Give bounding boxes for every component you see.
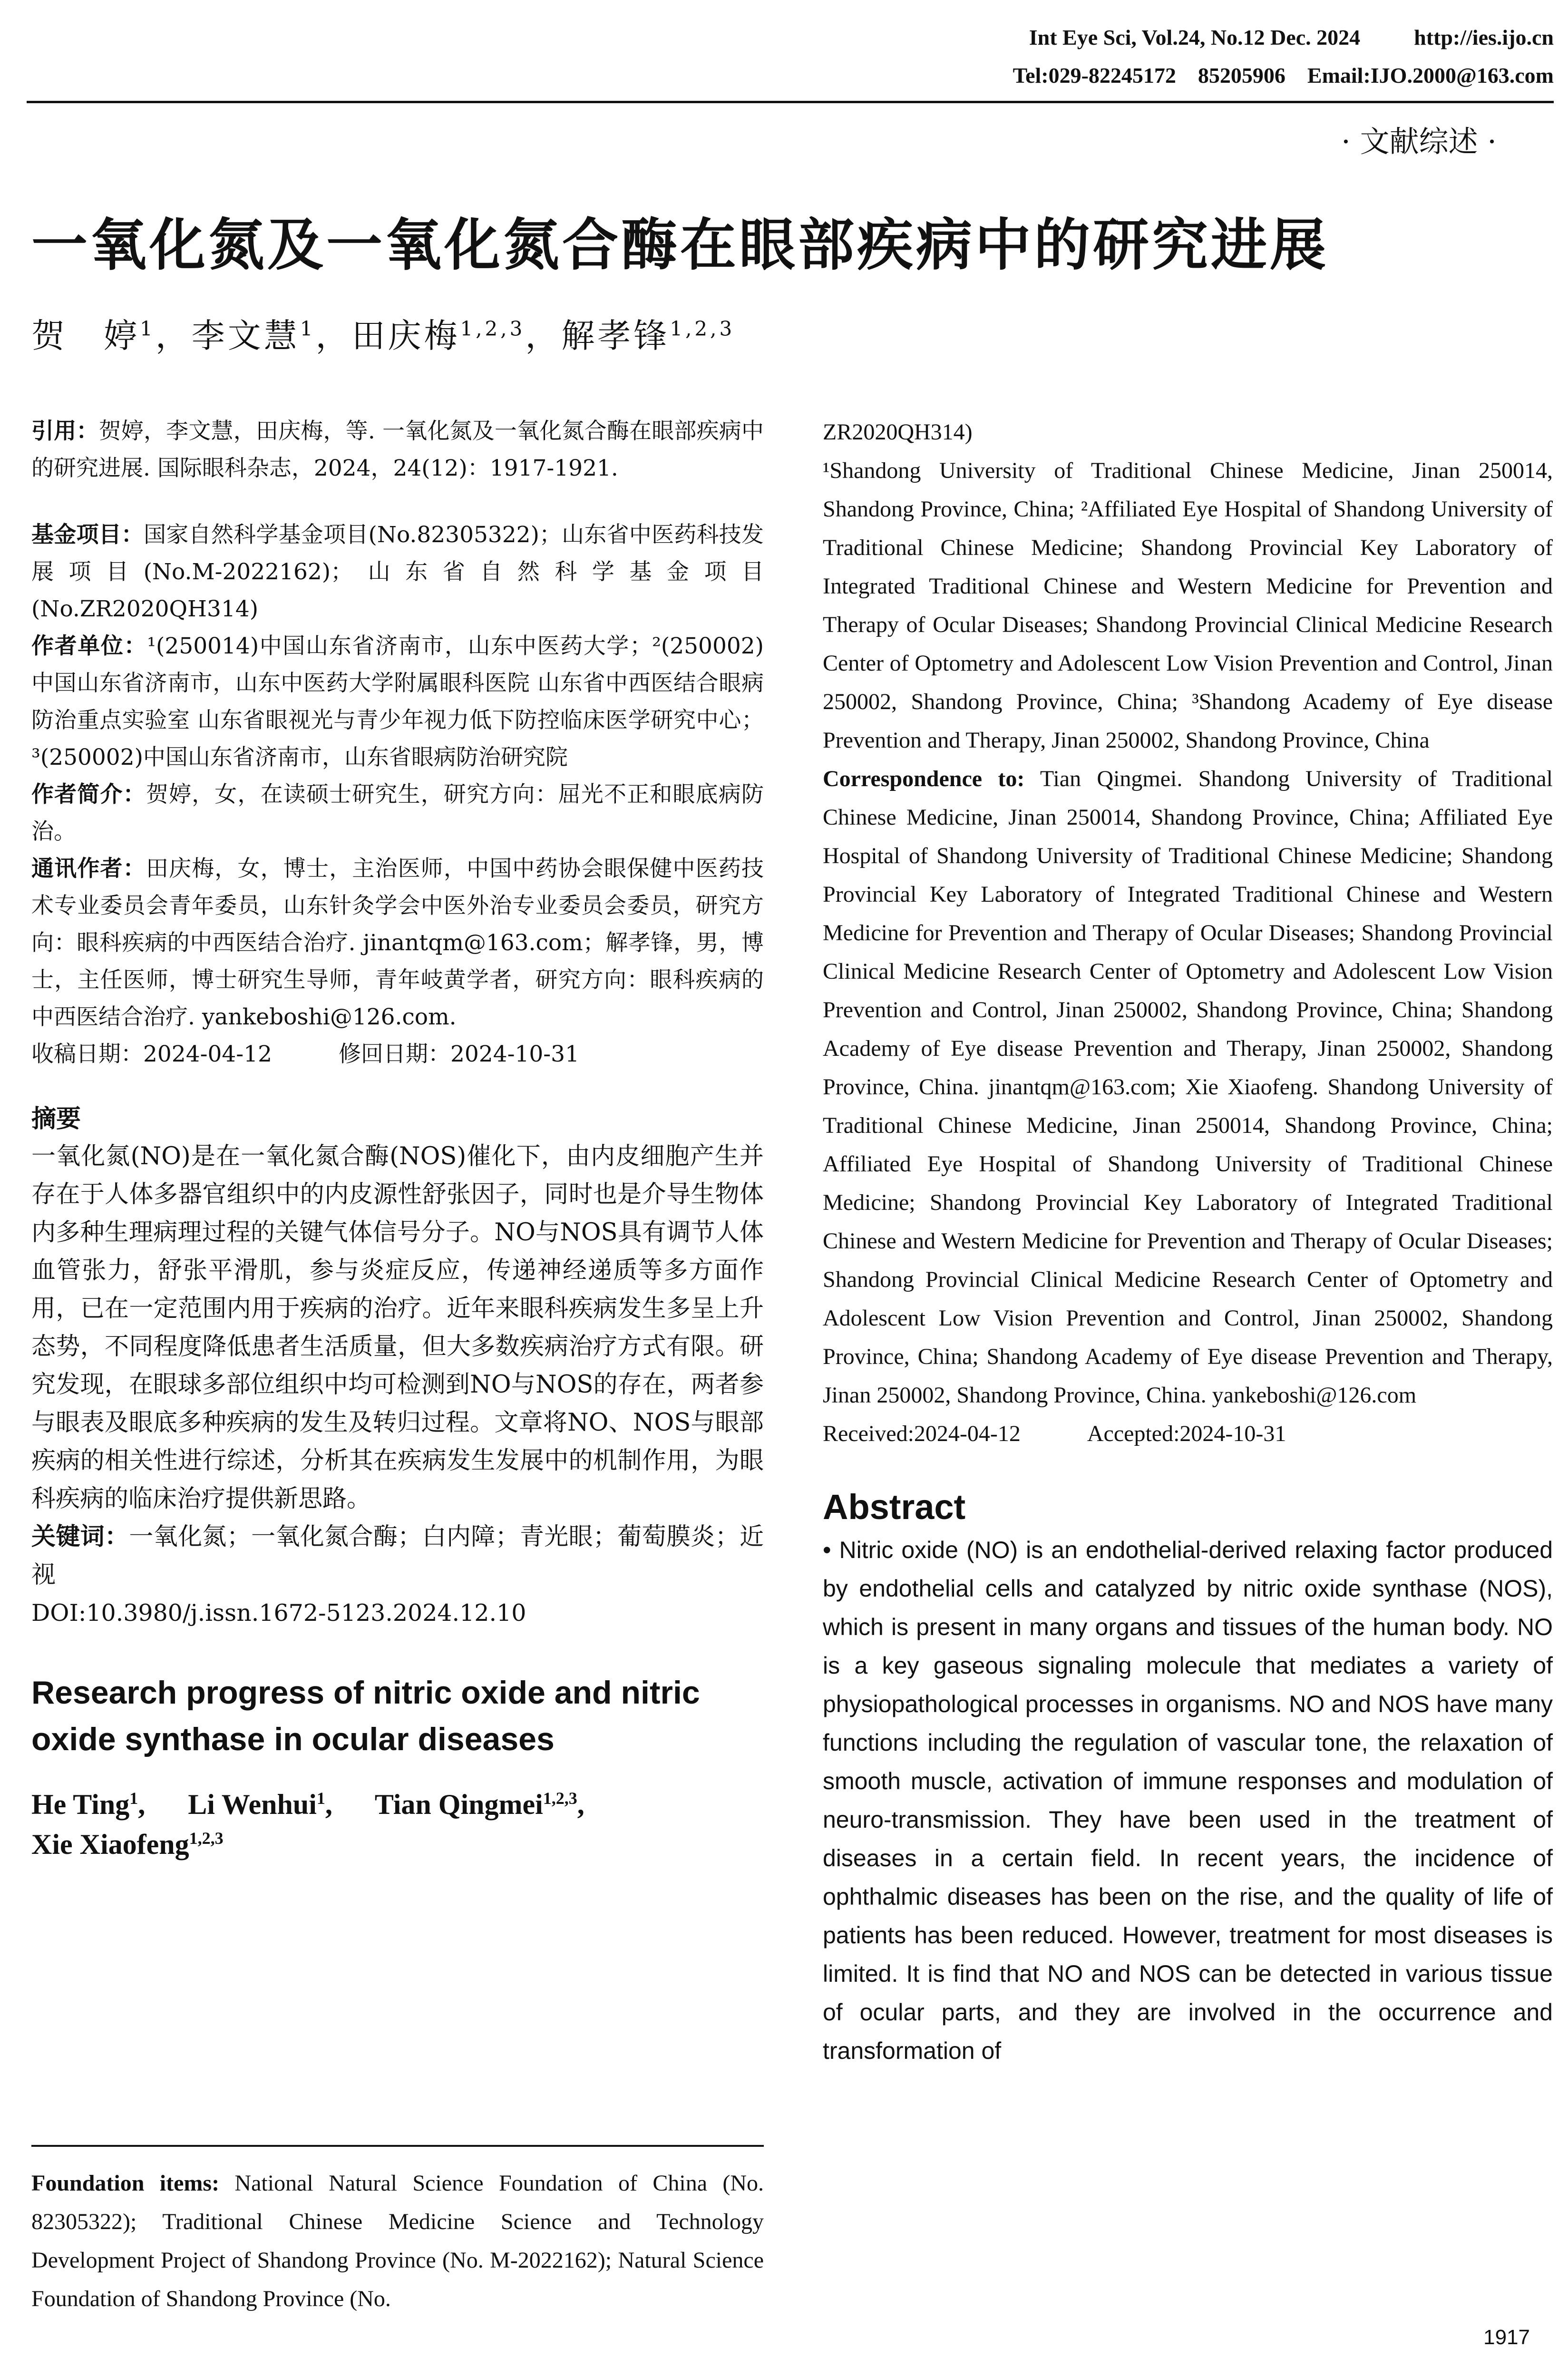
journal-url[interactable]: http://ies.ijo.cn (1414, 25, 1554, 49)
foundation-items (31, 2164, 764, 2318)
left-column-rule (31, 2145, 764, 2147)
foundation-continued: ZR2020QH314) (823, 419, 973, 445)
author-bio (31, 776, 764, 850)
abstract-en: • Nitric oxide (NO) is an endothelial-derived relaxing factor produced by endothelial cells and catalyzed by nitric oxide synthase (NOS), which is present in many organs and tissues of the human body. NO is a key gaseous signaling molecule that mediates a variety of physiopathological processes in organisms. NO and NOS have many functions including the regulation of vascular tone, the relaxation of smooth muscle, activation of immune responses and modulation of neuro-transmission. They have been used in the treatment of diseases in a certain field. In recent years, the incidence of ophthalmic diseases has been on the rise, and the quality of life of patients has been reduced. However, treatment for most diseases is limited. It is find that NO and NOS can be detected in various tissue of ocular parts, and they are involved in the occurrence and transformation of (823, 1537, 1553, 2064)
abstract-cn: 一氧化氮(NO)是在一氧化氮合酶(NOS)催化下，由内皮细胞产生并存在于人体多器官组织中的内皮源性舒张因子，同时也是介导生物体内多种生理病理过程的关键气体信号分子。NO与NOS具有调节人体血管张力，舒张平滑肌，参与炎症反应，传递神经递质等多方面作用，已在一定范围内用于疾病的治疗。近年来眼科疾病发生多呈上升态势，不同程度降低患者生活质量，但大多数疾病治疗方式有限。研究发现，在眼球多部位组织中均可检测到NO与NOS的存在，两者参与眼表及眼底多种疾病的发生及转归过程。文章将NO、NOS与眼部疾病的相关性进行综述，分析其在疾病发生发展中的机制作用，为眼科疾病的临床治疗提供新思路。 (31, 1142, 764, 1513)
author-cn-4-sup: 1,2,3 (670, 317, 735, 341)
authors-en: He Ting$^1$, Li Wenhui$^1$, Tian Qingmei$^{1,2,3}$, Xie Xiaofeng$^{1,2,3}$ (31, 1789, 584, 1860)
citation-text: 贺婷，李文慧，田庆梅，等. 一氧化氮及一氧化氮合酶在眼部疾病中的研究进展. 国际眼科杂志，2024，24(12)：1917-1921. (31, 418, 764, 481)
received-en: Received:2024-04-12 (823, 1421, 1021, 1446)
bio-text: 贺婷，女，在读硕士研究生，研究方向：屈光不正和眼底病防治。 (31, 781, 764, 845)
corresponding-author (31, 850, 764, 1036)
author-cn-2: ，李文慧 (155, 316, 300, 355)
page-number: 1917 (1483, 2326, 1530, 2349)
dates-en (823, 1414, 1553, 1453)
dates-cn (31, 1036, 764, 1073)
author-cn-4: ，解孝锋 (525, 316, 670, 355)
doi[interactable]: DOI:10.3980/j.issn.1672-5123.2024.12.10 (31, 1599, 526, 1627)
author-en-3-sup: 1,2,3 (543, 1789, 577, 1808)
bio-label: 作者简介： (31, 781, 146, 808)
header-rule (27, 101, 1554, 103)
author-cn-1: 贺 婷 (31, 316, 140, 355)
author-en-2-sup: 1 (316, 1789, 325, 1808)
foundation-block (31, 2164, 764, 2318)
authors-cn (31, 309, 735, 357)
author-en-1-sup: 1 (129, 1789, 138, 1808)
journal-citation: Int Eye Sci, Vol.24, No.12 Dec. 2024 (1029, 25, 1361, 49)
author-en-1: He Ting (31, 1789, 130, 1820)
foundation-text: National Natural Science Foundation of China (No. 82305322); Traditional Chinese Medicine Science and Technology Development Project of Shandong Province (No. M-2022162); Natural Science Foundation of Shandong Province (No. (31, 2171, 764, 2311)
keywords-label: 关键词： (31, 1523, 129, 1551)
left-column (31, 413, 764, 1864)
abstract-heading-cn: 摘要 (31, 1105, 81, 1133)
section-tag: · 文献综述 · (1341, 124, 1497, 159)
foundation-label: Foundation items: (31, 2171, 220, 2196)
author-en-3: Tian Qingmei (374, 1789, 543, 1820)
revised-cn: 修回日期：2024-10-31 (338, 1041, 579, 1067)
author-cn-2-sup: 1 (300, 317, 316, 341)
unit-label: 作者单位： (31, 633, 147, 659)
author-units (31, 628, 764, 776)
fund-label: 基金项目： (31, 522, 144, 548)
unit-text: ¹(250014)中国山东省济南市，山东中医药大学；²(250002)中国山东省济南市，山东中医药大学附属眼科医院 山东省中西医结合眼病防治重点实验室 山东省眼视光与青少年视力低下防控临床医学研究中心；³(250002)中国山东省济南市，山东省眼病防治研究院 (31, 633, 764, 770)
author-en-4-sup: 1,2,3 (189, 1829, 224, 1848)
citation-label: 引用： (31, 418, 99, 444)
author-cn-1-sup: 1 (140, 317, 156, 341)
journal-header-line1 (1029, 23, 1554, 52)
keywords (31, 1518, 764, 1594)
corr-label: 通讯作者： (31, 856, 146, 882)
accepted-en: Accepted:2024-10-31 (1087, 1421, 1286, 1446)
correspondence-en (823, 760, 1553, 1414)
keywords-text: 一氧化氮；一氧化氮合酶；白内障；青光眼；葡萄膜炎；近视 (31, 1523, 764, 1589)
fund-text: 国家自然科学基金项目(No.82305322)；山东省中医药科技发展项目(No.M-2022162)；山东省自然科学基金项目(No.ZR2020QH314) (31, 522, 764, 622)
author-en-4: Xie Xiaofeng (31, 1829, 189, 1860)
article-title-cn: 一氧化氮及一氧化氮合酶在眼部疾病中的研究进展 (31, 212, 1329, 278)
affiliations-en: ¹Shandong University of Traditional Chinese Medicine, Jinan 250014, Shandong Province, China; ²Affiliated Eye Hospital of Shandong University of Traditional Chinese Medicine; Shandong Provincial Key Laboratory of Integrated Traditional Chinese and Western Medicine for Prevention and Therapy of Ocular Diseases; Shandong Provincial Clinical Medicine Research Center of Optometry and Adolescent Low Vision Prevention and Control, Jinan 250002, Shandong Province, China; ³Shandong Academy of Eye disease Prevention and Therapy, Jinan 250002, Shandong Province, China (823, 458, 1553, 753)
abstract-heading-en: Abstract (823, 1487, 966, 1527)
journal-contact: Tel:029-82245172 85205906 Email:IJO.2000@163.com (1013, 63, 1554, 88)
corr-en-label: Correspondence to: (823, 766, 1025, 791)
corr-en-text: Tian Qingmei. Shandong University of Traditional Chinese Medicine, Jinan 250014, Shandong Province, China; Affiliated Eye Hospital of Shandong University of Traditional Chinese Medicine; Shandong Provincial Key Laboratory of Integrated Traditional Chinese and Western Medicine for Prevention and Therapy of Ocular Diseases; Shandong Provincial Clinical Medicine Research Center of Optometry and Adolescent Low Vision Prevention and Control, Jinan 250002, Shandong Province, China; Shandong Academy of Eye disease Prevention and Therapy, Jinan 250002, Shandong Province, China. jinantqm@163.com; Xie Xiaofeng. Shandong University of Traditional Chinese Medicine, Jinan 250014, Shandong Province, China; Affiliated Eye Hospital of Shandong University of Traditional Chinese Medicine; Shandong Provincial Key Laboratory of Integrated Traditional Chinese and Western Medicine for Prevention and Therapy of Ocular Diseases; Shandong Provincial Clinical Medicine Research Center of Optometry and Adolescent Low Vision Prevention and Control, Jinan 250002, Shandong Province, China; Shandong Academy of Eye disease Prevention and Therapy, Jinan 250002, Shandong Province, China. yankeboshi@126.com (823, 766, 1553, 1408)
received-cn: 收稿日期：2024-04-12 (31, 1041, 272, 1067)
right-column (823, 413, 1553, 2070)
fund (31, 516, 764, 628)
author-cn-3-sup: 1,2,3 (460, 317, 526, 341)
corr-text: 田庆梅，女，博士，主治医师，中国中药协会眼保健中医药技术专业委员会青年委员，山东针灸学会中医外治专业委员会委员，研究方向：眼科疾病的中西医结合治疗. jinantqm@163.com；解孝锋，男，博士，主任医师，博士研究生导师，青年岐黄学者，研究方向：眼科疾病的中西医结合治疗. yankeboshi@126.com. (31, 856, 764, 1030)
author-en-2: Li Wenhui (188, 1789, 317, 1820)
citation (31, 413, 764, 487)
author-cn-3: ，田庆梅 (315, 316, 460, 355)
article-title-en: Research progress of nitric oxide and nitric oxide synthase in ocular diseases (31, 1675, 700, 1757)
